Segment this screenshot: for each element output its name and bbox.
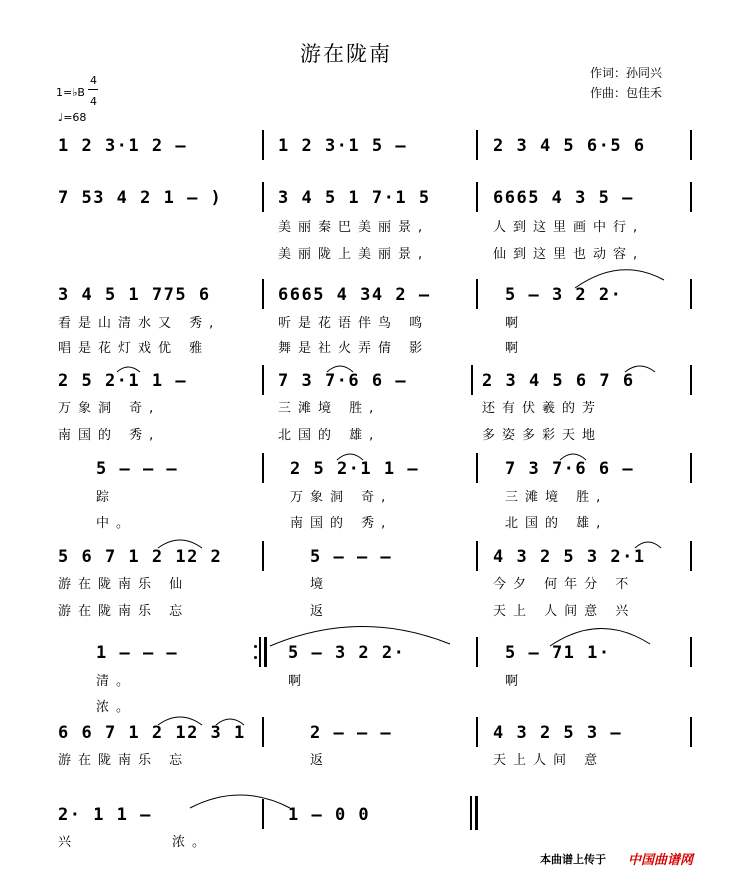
row8-lyric1-a: 游在陇南乐 忘 xyxy=(58,753,190,768)
row3-lyric2-c: 啊 xyxy=(505,341,526,356)
row5-measure1: 5 – – – xyxy=(96,459,179,479)
row5-measure3: 7 3 7·6 6 – xyxy=(505,459,635,479)
row7-lyric1-a: 清。 xyxy=(96,674,137,689)
row3-measure1: 3 4 5 1 775 6 xyxy=(58,285,211,305)
row6-lyric2-b: 返 xyxy=(310,604,331,619)
slur xyxy=(216,719,244,725)
slur xyxy=(117,367,140,372)
row4-lyric1-a: 万象洞 奇, xyxy=(58,401,161,416)
row2-lyric2-a: 美丽陇上美丽景, xyxy=(278,247,430,262)
slur xyxy=(158,540,202,548)
footer-uploaded-text: 本曲谱上传于 xyxy=(540,853,606,866)
row1-measure2: 1 2 3·1 5 – xyxy=(278,136,408,156)
row8-measure1: 6 6 7 1 2 12 3 1 xyxy=(58,723,246,743)
row3-lyric2-b: 舞是社火弄倩 影 xyxy=(278,341,430,356)
row7-measure3: 5 – 71 1· xyxy=(505,643,611,663)
tempo-marking: ♩=68 xyxy=(58,111,87,124)
row7-lyric2-a: 浓。 xyxy=(96,700,137,715)
row1-measure3: 2 3 4 5 6·5 6 xyxy=(493,136,646,156)
row4-lyric2-b: 北国的 雄, xyxy=(278,428,381,443)
slur xyxy=(337,454,363,460)
row8-lyric1-b: 返 xyxy=(310,753,331,768)
slur xyxy=(190,795,290,808)
row2-measure1: 7 53 4 2 1 – ) xyxy=(58,188,223,208)
slur xyxy=(270,626,450,646)
lyricist-credit: 作词：孙同兴 xyxy=(590,66,663,80)
time-signature-bottom: 4 xyxy=(90,95,97,108)
row7-measure1: 1 – – – xyxy=(96,643,179,663)
slur xyxy=(158,717,202,725)
row9-measure2: 1 – 0 0 xyxy=(288,805,371,825)
row8-lyric1-c: 天上人间 意 xyxy=(493,753,605,768)
row5-measure2: 2 5 2·1 1 – xyxy=(290,459,420,479)
row3-lyric2-a: 唱是花灯戏优 雅 xyxy=(58,341,210,356)
row4-lyric1-c: 还有伏羲的芳 xyxy=(482,401,603,416)
row4-lyric1-b: 三滩境 胜, xyxy=(278,401,381,416)
slur xyxy=(560,454,586,460)
row5-lyric1-b: 万象洞 奇, xyxy=(290,490,393,505)
row7-measure2: 5 – 3 2 2· xyxy=(288,643,406,663)
row2-lyric1-a: 美丽秦巴美丽景, xyxy=(278,220,430,235)
row4-lyric2-a: 南国的 秀, xyxy=(58,428,161,443)
row2-lyric1-b: 人到这里画中行, xyxy=(493,220,645,235)
slur xyxy=(635,542,661,548)
time-signature-top: 4 xyxy=(90,74,97,87)
row3-lyric1-b: 听是花语伴鸟 鸣 xyxy=(278,316,430,331)
row6-measure1: 5 6 7 1 2 12 2 xyxy=(58,547,223,567)
row6-lyric1-a: 游在陇南乐 仙 xyxy=(58,577,190,592)
row6-lyric1-c: 今夕 何年分 不 xyxy=(493,577,636,592)
slur xyxy=(550,628,650,646)
row9-lyric1-b: 浓。 xyxy=(172,835,213,850)
row3-measure3: 5 – 3 2 2· xyxy=(505,285,623,305)
row5-lyric1-a: 踪 xyxy=(96,490,117,505)
slur xyxy=(327,366,353,372)
row4-measure2: 7 3 7·6 6 – xyxy=(278,371,408,391)
row3-lyric1-a: 看是山清水又 秀, xyxy=(58,316,221,331)
row6-lyric2-c: 天上 人间意 兴 xyxy=(493,604,636,619)
row9-measure1: 2· 1 1 – xyxy=(58,805,152,825)
footer-site-logo: 中国曲谱网 xyxy=(628,853,694,868)
row8-measure2: 2 – – – xyxy=(310,723,393,743)
row7-lyric1-c: 啊 xyxy=(505,674,526,689)
row2-measure3: 6665 4 3 5 – xyxy=(493,188,634,208)
row4-measure1: 2 5 2·1 1 – xyxy=(58,371,188,391)
row6-measure2: 5 – – – xyxy=(310,547,393,567)
slur xyxy=(575,270,664,288)
key-signature: 1=♭B xyxy=(56,86,85,99)
row3-measure2: 6665 4 34 2 – xyxy=(278,285,431,305)
song-title: 游在陇南 xyxy=(300,42,392,66)
row5-lyric2-a: 中。 xyxy=(96,516,137,531)
row4-measure3: 2 3 4 5 6 7 6 xyxy=(482,371,635,391)
composer-credit: 作曲：包佳禾 xyxy=(590,86,663,100)
row2-measure2: 3 4 5 1 7·1 5 xyxy=(278,188,431,208)
row3-lyric1-c: 啊 xyxy=(505,316,526,331)
row6-measure3: 4 3 2 5 3 2·1 xyxy=(493,547,646,567)
row9-lyric1-a: 兴 xyxy=(58,835,79,850)
row4-lyric2-c: 多姿多彩天地 xyxy=(482,428,603,443)
row5-lyric1-c: 三滩境 胜, xyxy=(505,490,608,505)
row6-lyric1-b: 境 xyxy=(310,577,331,592)
row2-lyric2-b: 仙到这里也动容, xyxy=(493,247,645,262)
row8-measure3: 4 3 2 5 3 – xyxy=(493,723,623,743)
row5-lyric2-b: 南国的 秀, xyxy=(290,516,393,531)
slur xyxy=(625,366,655,372)
row6-lyric2-a: 游在陇南乐 忘 xyxy=(58,604,190,619)
row7-lyric1-b: 啊 xyxy=(288,674,309,689)
row1-measure1: 1 2 3·1 2 – xyxy=(58,136,188,156)
row5-lyric2-c: 北国的 雄, xyxy=(505,516,608,531)
